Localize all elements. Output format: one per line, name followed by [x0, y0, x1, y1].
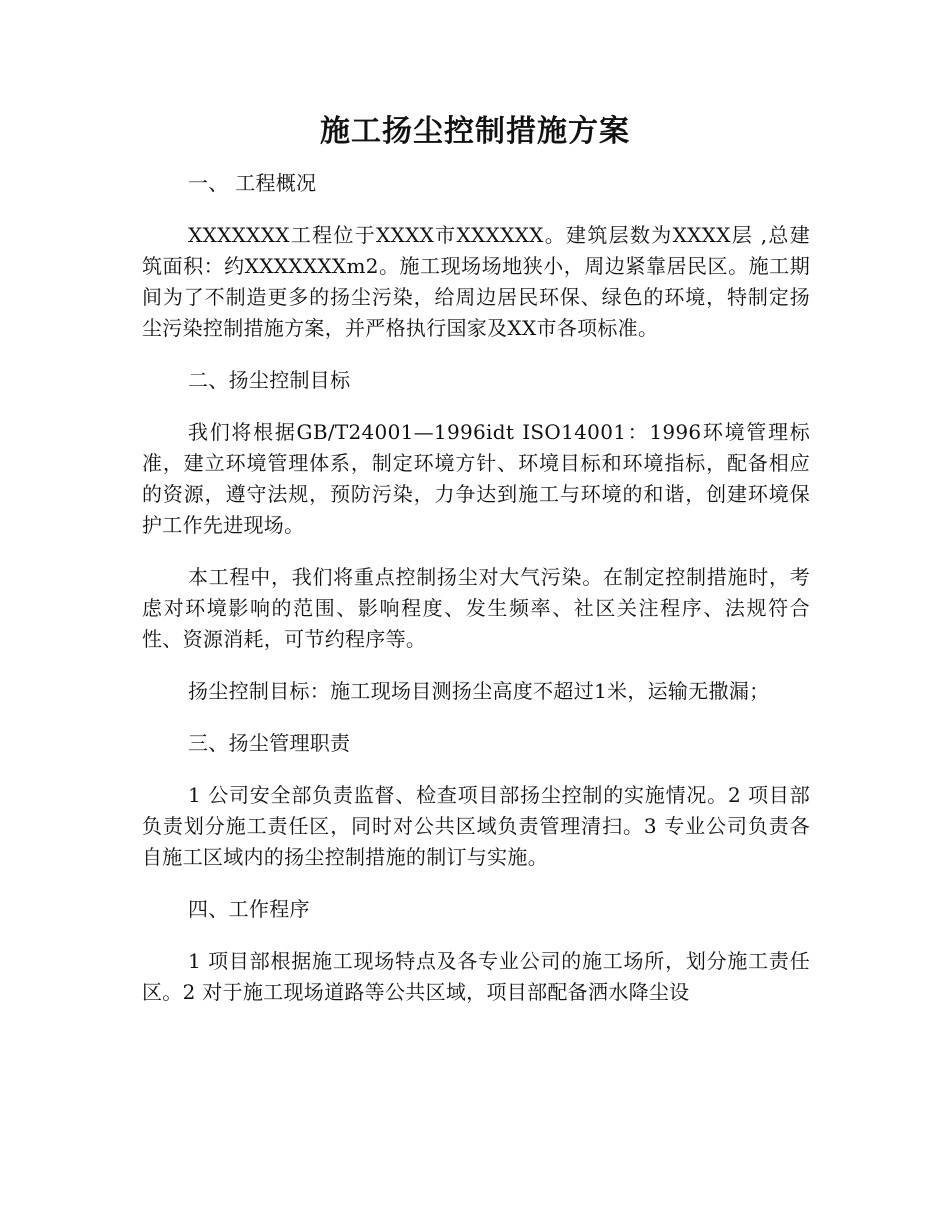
paragraph-procedure: 1 项目部根据施工现场特点及各专业公司的施工场所，划分施工责任区。2 对于施工现场道路等公共区域，项目部配备洒水降尘设 — [142, 949, 810, 1004]
paragraph-key-control: 本工程中，我们将重点控制扬尘对大气污染。在制定控制措施时，考虑对环境影响的范围、影响程度、发生频率、社区关注程序、法规符合性、资源消耗，可节约程序等。 — [142, 565, 810, 651]
section-heading-procedure: 四、工作程序 — [188, 897, 310, 921]
section-heading-dust-goal: 二、扬尘控制目标 — [188, 368, 351, 392]
document-body — [142, 168, 810, 1029]
document-title: 施工扬尘控制措施方案 — [320, 114, 630, 149]
paragraph-control-target: 扬尘控制目标：施工现场目测扬尘高度不超过1米，运输无撒漏； — [188, 679, 770, 703]
paragraph-overview: XXXXXXX工程位于XXXX市XXXXXX。建筑层数为XXXX层 ,总建筑面积：约XXXXXXXm2。施工现场场地狭小，周边紧靠居民区。施工期间为了不制造更多的扬尘污染，给周边居民环保、绿色的环境，特制定扬尘污染控制措施方案，并严格执行国家及XX市各项标准。 — [142, 223, 810, 340]
paragraph-standard: 我们将根据GB/T24001—1996idt ISO14001：1996环境管理标准，建立环境管理体系，制定环境方针、环境目标和环境指标，配备相应的资源，遵守法规，预防污染，力争达到施工与环境的和谐，创建环境保护工作先进现场。 — [142, 420, 810, 537]
section-heading-responsibilities: 三、扬尘管理职责 — [188, 731, 351, 755]
section-heading-overview: 一、 工程概况 — [188, 171, 317, 195]
paragraph-responsibilities: 1 公司安全部负责监督、检查项目部扬尘控制的实施情况。2 项目部负责划分施工责任区，同时对公共区域负责管理清扫。3 专业公司负责各自施工区域内的扬尘控制措施的制订与实施。 — [142, 783, 810, 869]
